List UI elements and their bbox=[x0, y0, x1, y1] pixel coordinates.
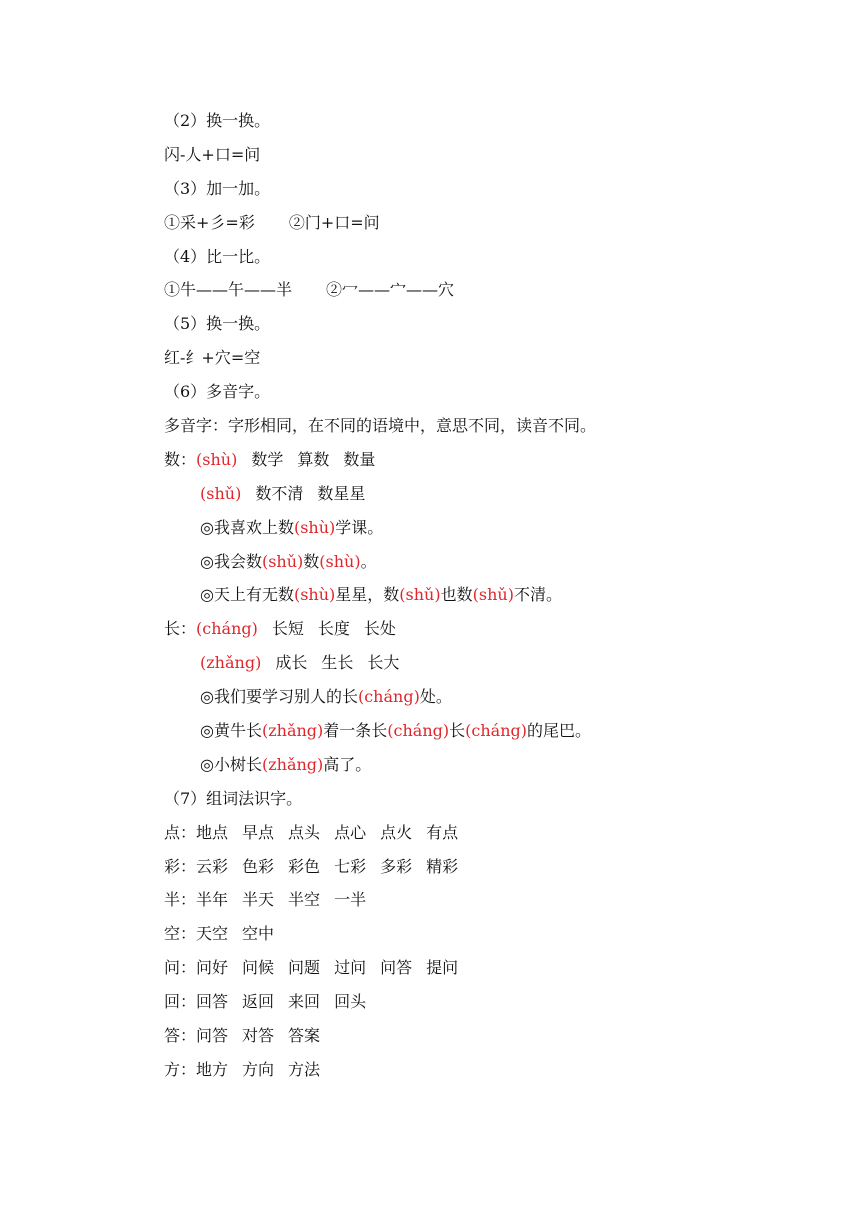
pinyin: (cháng) bbox=[387, 721, 450, 741]
section-3-heading: （3）加一加。 bbox=[164, 178, 271, 198]
section-4-item-2: ②冖——宀——穴 bbox=[326, 280, 455, 300]
pinyin: (shǔ) bbox=[399, 585, 441, 605]
section-6-heading: （6）多音字。 bbox=[164, 382, 271, 402]
pinyin: (zhǎng) bbox=[200, 653, 262, 673]
section-4-item-1: ①牛——午——半 bbox=[164, 280, 293, 300]
polyphone-chang-row-1 bbox=[164, 616, 804, 650]
polyphone-definition: 多音字：字形相同，在不同的语境中，意思不同，读音不同。 bbox=[164, 416, 597, 436]
example-text: ◎黄牛长 bbox=[200, 721, 262, 741]
word-group-word: 地点 bbox=[196, 822, 229, 842]
word-group-word: 方向 bbox=[242, 1059, 275, 1079]
example-text: 着一条长 bbox=[323, 721, 388, 741]
word-group-word: 问题 bbox=[288, 958, 321, 978]
word-groups bbox=[164, 820, 804, 1091]
word: 长处 bbox=[363, 619, 396, 639]
word-group-word: 半年 bbox=[196, 890, 229, 910]
polyphone-chang-example-1 bbox=[164, 684, 804, 718]
word-group-word: 问好 bbox=[196, 958, 229, 978]
example-text: ◎我喜欢上数 bbox=[200, 517, 294, 537]
example-text: 不清。 bbox=[513, 585, 562, 605]
section-2-formula: 闪-人+口=问 bbox=[164, 144, 261, 164]
polyphone-chang-label: 长： bbox=[164, 619, 197, 639]
word-group-word: 早点 bbox=[242, 822, 275, 842]
polyphone-shu-example-1 bbox=[164, 515, 804, 549]
word-group-label: 彩： bbox=[164, 856, 197, 876]
example-text: 也数 bbox=[440, 585, 473, 605]
example-text: 高了。 bbox=[323, 754, 372, 774]
example-text: ◎我们要学习别人的长 bbox=[200, 687, 358, 707]
pinyin: (shǔ) bbox=[200, 483, 242, 503]
word-group-word: 彩色 bbox=[288, 856, 321, 876]
word-group-word: 多彩 bbox=[380, 856, 413, 876]
word-group-word: 回答 bbox=[196, 992, 229, 1012]
word-group-word: 精彩 bbox=[426, 856, 459, 876]
word-group-word: 云彩 bbox=[196, 856, 229, 876]
section-5-heading: （5）换一换。 bbox=[164, 314, 271, 334]
word-group-word: 问答 bbox=[196, 1026, 229, 1046]
pinyin: (shù) bbox=[293, 585, 336, 605]
word-group-word: 返回 bbox=[242, 992, 275, 1012]
section-3-item-1: ①采+彡=彩 bbox=[164, 212, 255, 232]
word: 数不清 bbox=[255, 483, 304, 503]
word: 长短 bbox=[271, 619, 304, 639]
word-group-row bbox=[164, 1057, 804, 1091]
polyphone-chang-example-2 bbox=[164, 718, 804, 752]
polyphone-shu-label: 数： bbox=[164, 449, 197, 469]
pinyin: (shù) bbox=[196, 449, 238, 469]
document-page bbox=[164, 108, 804, 1091]
word-group-label: 方： bbox=[164, 1059, 197, 1079]
polyphone-chang-example-3 bbox=[164, 752, 804, 786]
word: 生长 bbox=[321, 653, 354, 673]
word-group-word: 问候 bbox=[242, 958, 275, 978]
word-group-word: 有点 bbox=[426, 822, 459, 842]
pinyin: (shǔ) bbox=[472, 585, 514, 605]
section-4-heading: （4）比一比。 bbox=[164, 246, 271, 266]
word-group-word: 天空 bbox=[196, 924, 229, 944]
pinyin: (cháng) bbox=[357, 687, 420, 707]
polyphone-shu-example-3 bbox=[164, 582, 804, 616]
word: 算数 bbox=[297, 449, 330, 469]
pinyin: (shù) bbox=[319, 551, 361, 571]
word-group-word: 半天 bbox=[242, 890, 275, 910]
word-group-word: 点火 bbox=[380, 822, 413, 842]
word-group-word: 色彩 bbox=[242, 856, 275, 876]
word: 成长 bbox=[275, 653, 308, 673]
word-group-row bbox=[164, 921, 804, 955]
word-group-label: 回： bbox=[164, 992, 197, 1012]
word-group-word: 提问 bbox=[426, 958, 459, 978]
section-7-heading: （7）组词法识字。 bbox=[164, 788, 303, 808]
word-group-row bbox=[164, 955, 804, 989]
word-group-word: 地方 bbox=[196, 1059, 229, 1079]
word-group-label: 空： bbox=[164, 924, 197, 944]
word: 数学 bbox=[251, 449, 284, 469]
pinyin: (zhǎng) bbox=[261, 754, 324, 774]
word-group-word: 对答 bbox=[242, 1026, 275, 1046]
word-group-row bbox=[164, 887, 804, 921]
word-group-word: 点头 bbox=[288, 822, 321, 842]
example-text: 学课。 bbox=[335, 517, 384, 537]
word-group-word: 半空 bbox=[288, 890, 321, 910]
word-group-label: 答： bbox=[164, 1026, 197, 1046]
pinyin: (zhǎng) bbox=[261, 721, 324, 741]
word-group-word: 过问 bbox=[334, 958, 367, 978]
section-3-items bbox=[164, 210, 804, 244]
word: 数星星 bbox=[317, 483, 366, 503]
word: 长度 bbox=[317, 619, 350, 639]
example-text: 。 bbox=[360, 551, 377, 571]
example-text: 数 bbox=[303, 551, 320, 571]
example-text: 的尾巴。 bbox=[527, 721, 592, 741]
word-group-word: 答案 bbox=[288, 1026, 321, 1046]
polyphone-shu-example-2 bbox=[164, 549, 804, 583]
word-group-label: 问： bbox=[164, 958, 197, 978]
example-text: 星星，数 bbox=[335, 585, 400, 605]
word-group-label: 点： bbox=[164, 822, 197, 842]
word-group-word: 点心 bbox=[334, 822, 367, 842]
word-group-row bbox=[164, 1023, 804, 1057]
section-2-heading: （2）换一换。 bbox=[164, 111, 271, 130]
pinyin: (shù) bbox=[293, 517, 336, 537]
word: 长大 bbox=[367, 653, 400, 673]
example-text: 处。 bbox=[419, 687, 452, 707]
word-group-word: 问答 bbox=[380, 958, 413, 978]
word: 数量 bbox=[343, 449, 376, 469]
pinyin: (cháng) bbox=[465, 721, 527, 741]
word-group-label: 半： bbox=[164, 890, 197, 910]
word-group-row bbox=[164, 854, 804, 888]
word-group-word: 一半 bbox=[334, 890, 367, 910]
polyphone-chang-row-2 bbox=[164, 650, 804, 684]
polyphone-shu-row-2 bbox=[164, 481, 804, 515]
word-group-word: 空中 bbox=[242, 924, 275, 944]
pinyin: (cháng) bbox=[196, 619, 258, 639]
pinyin: (shǔ) bbox=[261, 551, 304, 571]
polyphone-shu-row-1 bbox=[164, 447, 804, 481]
example-text: ◎小树长 bbox=[200, 754, 262, 774]
example-text: ◎天上有无数 bbox=[200, 585, 294, 605]
example-text: 长 bbox=[449, 721, 466, 741]
example-text: ◎我会数 bbox=[200, 551, 262, 571]
word-group-word: 七彩 bbox=[334, 856, 367, 876]
section-5-formula: 红-纟+穴=空 bbox=[164, 348, 261, 368]
section-4-items bbox=[164, 277, 804, 311]
word-group-word: 方法 bbox=[288, 1059, 321, 1079]
word-group-row bbox=[164, 820, 804, 854]
section-3-item-2: ②门+口=问 bbox=[288, 212, 380, 232]
word-group-word: 来回 bbox=[288, 992, 321, 1012]
word-group-row bbox=[164, 989, 804, 1023]
word-group-word: 回头 bbox=[334, 992, 367, 1012]
